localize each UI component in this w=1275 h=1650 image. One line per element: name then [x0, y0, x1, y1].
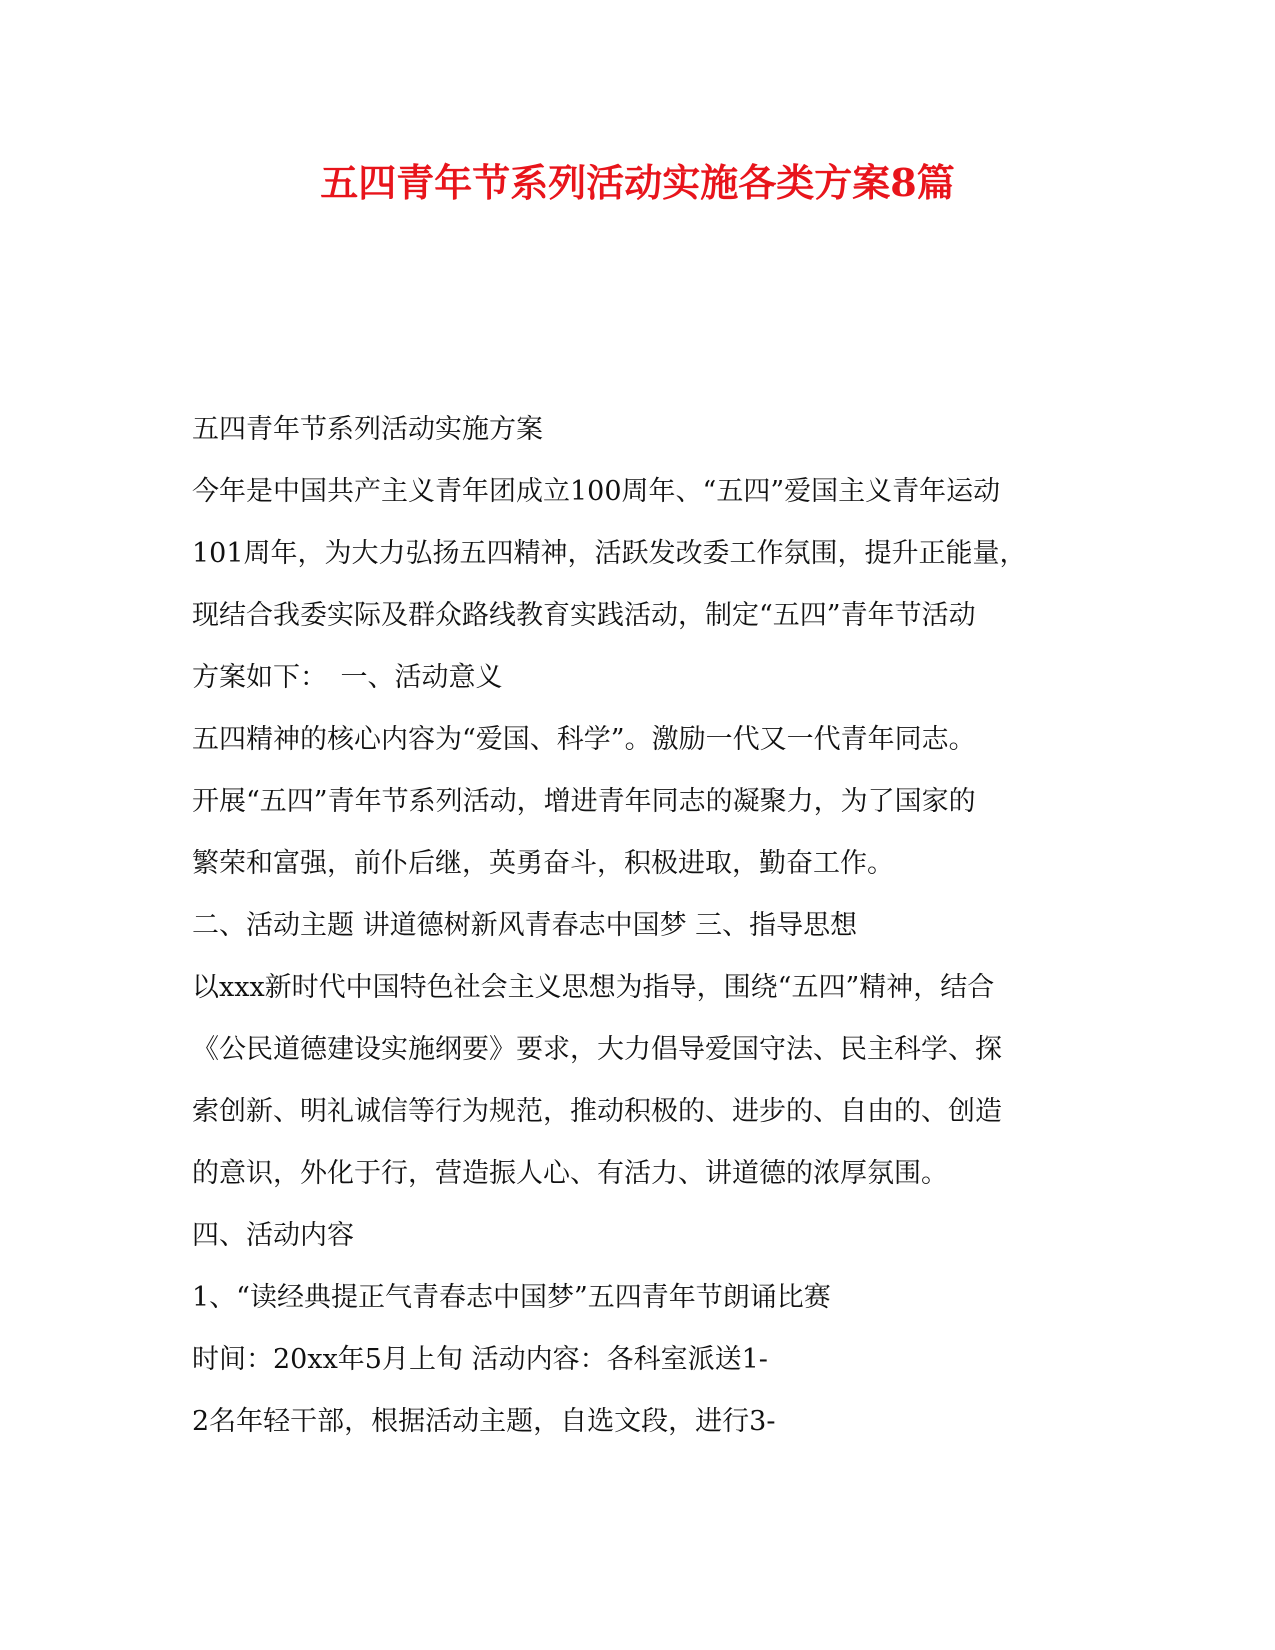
body-line: 四、活动内容 — [192, 1220, 354, 1251]
body-line: 五四精神的核心内容为“爱国、科学”。激励一代又一代青年同志。 — [192, 724, 976, 755]
body-line: 101周年，为大力弘扬五四精神，活跃发改委工作氛围，提升正能量， — [192, 538, 1027, 569]
body-line: 索创新、明礼诚信等行为规范，推动积极的、进步的、自由的、创造 — [192, 1096, 1002, 1127]
document-title: 五四青年节系列活动实施各类方案8篇 — [320, 160, 955, 205]
body-line: 《公民道德建设实施纲要》要求，大力倡导爱国守法、民主科学、探 — [192, 1034, 1002, 1065]
body-line: 以xxx新时代中国特色社会主义思想为指导，围绕“五四”精神，结合 — [192, 972, 995, 1003]
body-line: 时间：20xx年5月上旬 活动内容：各科室派送1- — [192, 1344, 768, 1375]
body-line: 1、“读经典提正气青春志中国梦”五四青年节朗诵比赛 — [192, 1282, 831, 1313]
body-line: 二、活动主题 讲道德树新风青春志中国梦 三、指导思想 — [192, 910, 858, 941]
body-line: 五四青年节系列活动实施方案 — [192, 414, 543, 445]
body-line: 现结合我委实际及群众路线教育实践活动，制定“五四”青年节活动 — [192, 600, 976, 631]
body-line: 今年是中国共产主义青年团成立100周年、“五四”爱国主义青年运动 — [192, 476, 1001, 507]
body-line: 方案如下： 一、活动意义 — [192, 662, 503, 693]
body-line: 2名年轻干部，根据活动主题，自选文段，进行3- — [192, 1406, 776, 1437]
body-line: 开展“五四”青年节系列活动，增进青年同志的凝聚力，为了国家的 — [192, 786, 976, 817]
body-line: 繁荣和富强，前仆后继，英勇奋斗，积极进取，勤奋工作。 — [192, 848, 894, 879]
body-line: 的意识，外化于行，营造振人心、有活力、讲道德的浓厚氛围。 — [192, 1158, 948, 1189]
